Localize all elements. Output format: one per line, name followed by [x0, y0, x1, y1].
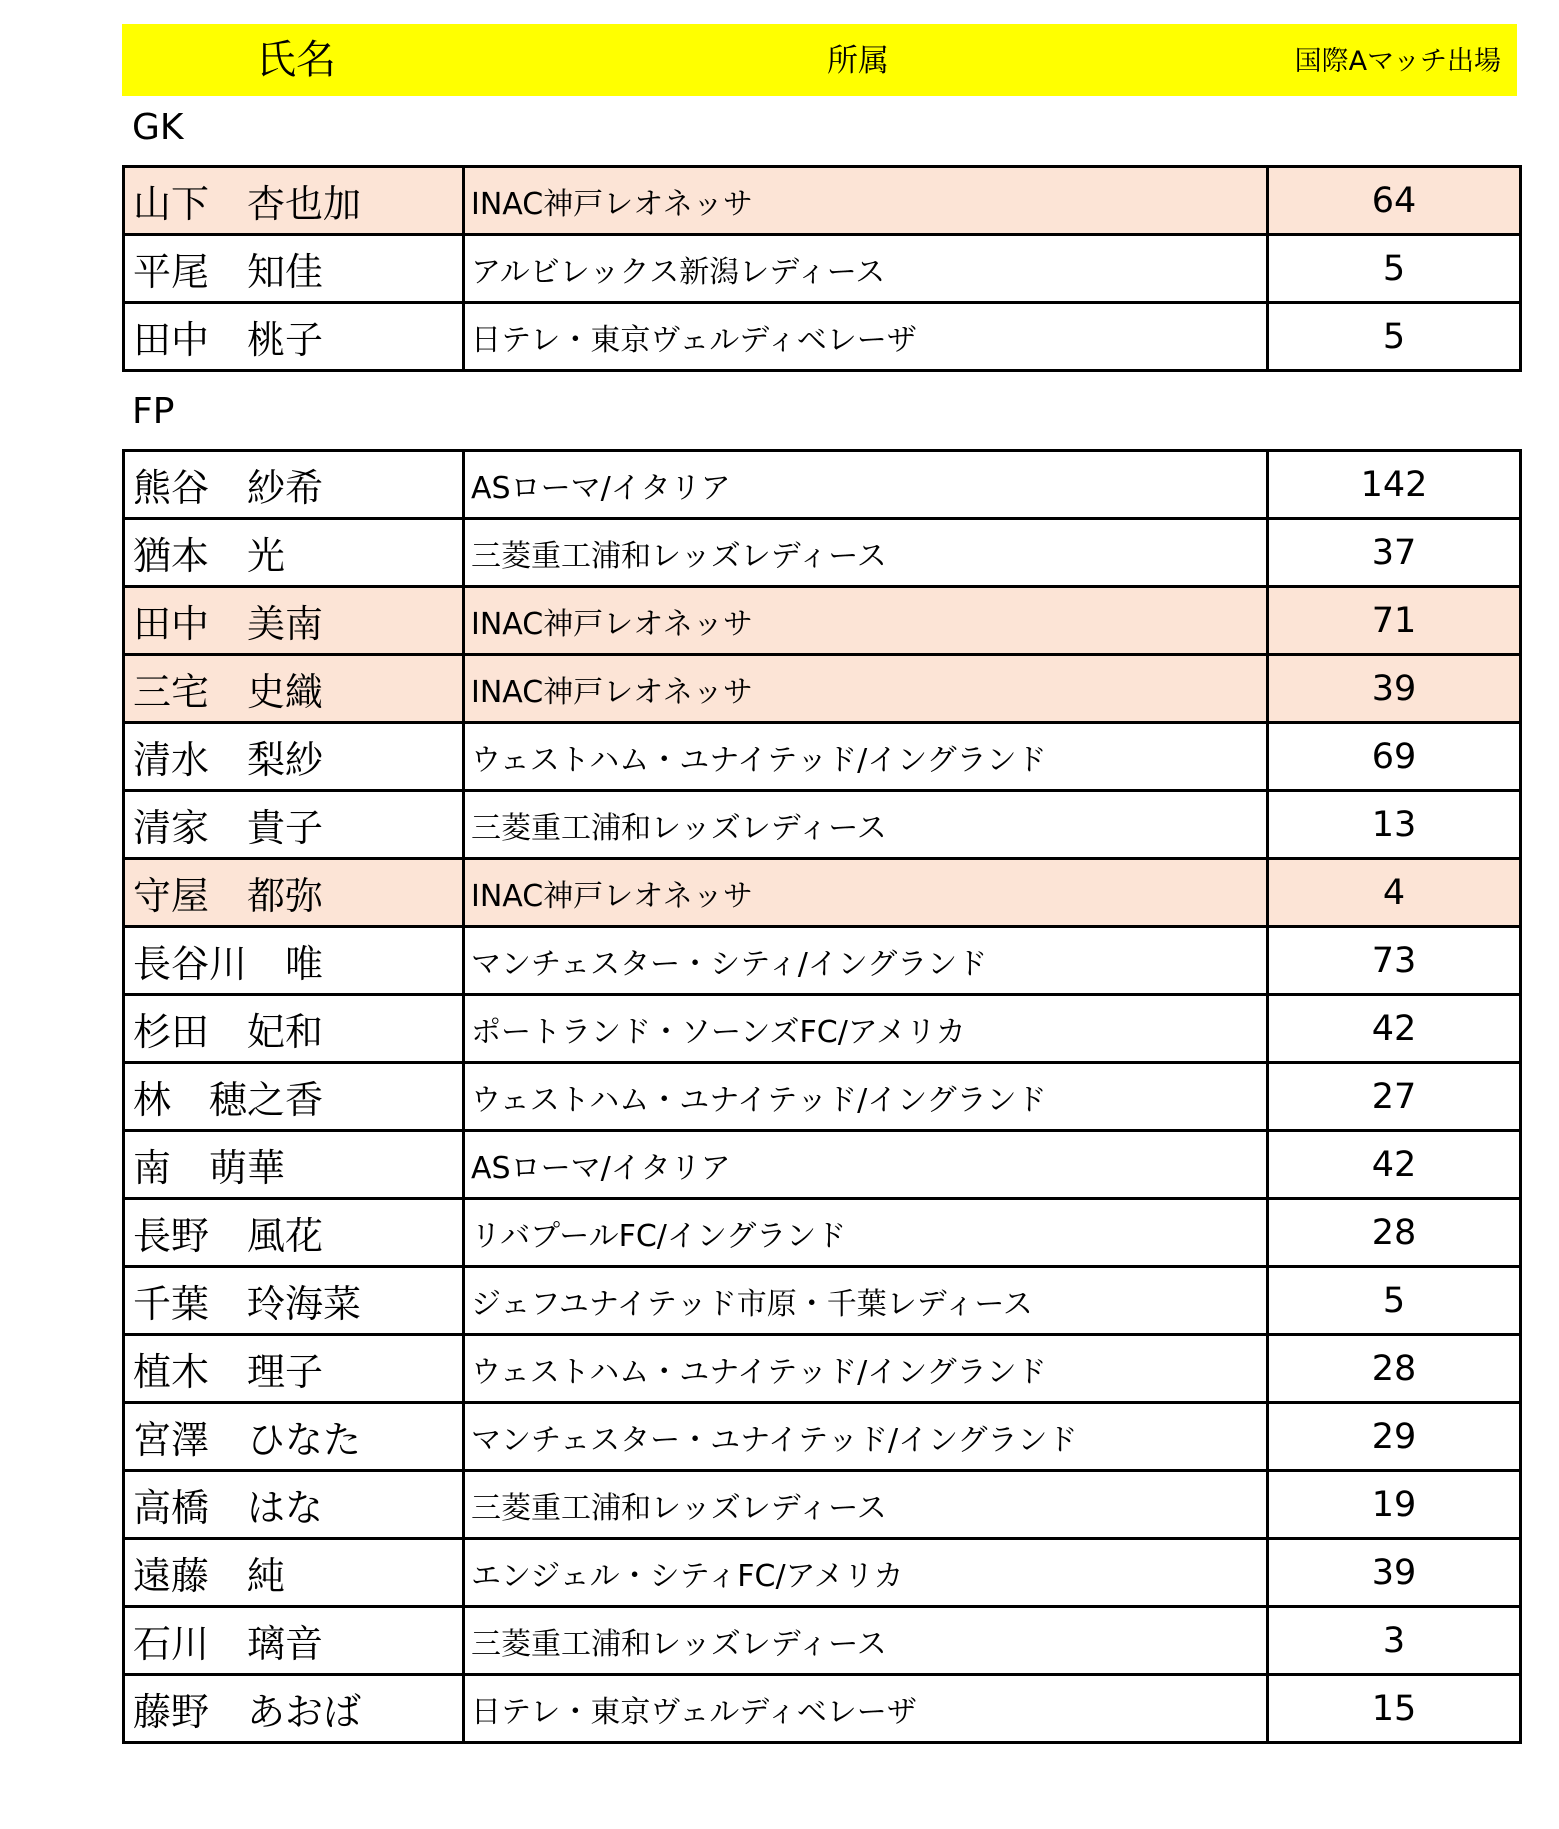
caps-cell: 28 — [1268, 1199, 1521, 1267]
player-name-cell: 石川 璃音 — [124, 1607, 464, 1675]
caps-cell: 3 — [1268, 1607, 1521, 1675]
club-cell: INAC神戸レオネッサ — [464, 655, 1268, 723]
club-cell: マンチェスター・ユナイテッド/イングランド — [464, 1403, 1268, 1471]
table-row — [124, 235, 1521, 303]
club-cell: 日テレ・東京ヴェルディベレーザ — [464, 1675, 1268, 1743]
club-cell: マンチェスター・シティ/イングランド — [464, 927, 1268, 995]
table-row — [124, 655, 1521, 723]
player-name-cell: 熊谷 紗希 — [124, 451, 464, 519]
table-row — [124, 1131, 1521, 1199]
table-row — [124, 927, 1521, 995]
table-row — [124, 1335, 1521, 1403]
player-name-cell: 遠藤 純 — [124, 1539, 464, 1607]
player-name-cell: 杉田 妃和 — [124, 995, 464, 1063]
caps-cell: 5 — [1268, 1267, 1521, 1335]
player-name-cell: 三宅 史織 — [124, 655, 464, 723]
caps-cell: 19 — [1268, 1471, 1521, 1539]
caps-cell: 5 — [1268, 235, 1521, 303]
player-name-cell: 田中 美南 — [124, 587, 464, 655]
table-row — [124, 1199, 1521, 1267]
header-club-column: 所属 — [827, 43, 889, 79]
caps-cell: 142 — [1268, 451, 1521, 519]
table-row — [124, 723, 1521, 791]
club-cell: ASローマ/イタリア — [464, 1131, 1268, 1199]
player-name-cell: 守屋 都弥 — [124, 859, 464, 927]
caps-cell: 5 — [1268, 303, 1521, 371]
gk-table — [122, 165, 1522, 372]
player-name-cell: 平尾 知佳 — [124, 235, 464, 303]
section-label-fp: FP — [132, 391, 175, 432]
club-cell: INAC神戸レオネッサ — [464, 587, 1268, 655]
player-name-cell: 高橋 はな — [124, 1471, 464, 1539]
club-cell: 三菱重工浦和レッズレディース — [464, 519, 1268, 587]
caps-cell: 42 — [1268, 995, 1521, 1063]
caps-cell: 4 — [1268, 859, 1521, 927]
player-name-cell: 宮澤 ひなた — [124, 1403, 464, 1471]
club-cell: 三菱重工浦和レッズレディース — [464, 1471, 1268, 1539]
club-cell: ASローマ/イタリア — [464, 451, 1268, 519]
table-row — [124, 519, 1521, 587]
table-row — [124, 587, 1521, 655]
caps-cell: 71 — [1268, 587, 1521, 655]
header-caps-column: 国際Aマッチ出場 — [1294, 46, 1501, 77]
caps-cell: 39 — [1268, 655, 1521, 723]
player-name-cell: 長谷川 唯 — [124, 927, 464, 995]
section-label-gk: GK — [132, 107, 184, 148]
caps-cell: 64 — [1268, 167, 1521, 235]
club-cell: リバプールFC/イングランド — [464, 1199, 1268, 1267]
club-cell: ジェフユナイテッド市原・千葉レディース — [464, 1267, 1268, 1335]
player-name-cell: 植木 理子 — [124, 1335, 464, 1403]
caps-cell: 39 — [1268, 1539, 1521, 1607]
club-cell: 三菱重工浦和レッズレディース — [464, 791, 1268, 859]
player-name-cell: 藤野 あおば — [124, 1675, 464, 1743]
table-row — [124, 451, 1521, 519]
table-row — [124, 1267, 1521, 1335]
header-name-column: 氏名 — [256, 37, 336, 83]
player-name-cell: 田中 桃子 — [124, 303, 464, 371]
caps-cell: 28 — [1268, 1335, 1521, 1403]
table-row — [124, 1063, 1521, 1131]
caps-cell: 27 — [1268, 1063, 1521, 1131]
player-name-cell: 千葉 玲海菜 — [124, 1267, 464, 1335]
table-row — [124, 303, 1521, 371]
club-cell: ポートランド・ソーンズFC/アメリカ — [464, 995, 1268, 1063]
caps-cell: 69 — [1268, 723, 1521, 791]
table-row — [124, 1539, 1521, 1607]
table-row — [124, 1675, 1521, 1743]
player-name-cell: 長野 風花 — [124, 1199, 464, 1267]
club-cell: ウェストハム・ユナイテッド/イングランド — [464, 1063, 1268, 1131]
table-row — [124, 1471, 1521, 1539]
club-cell: 三菱重工浦和レッズレディース — [464, 1607, 1268, 1675]
table-header — [122, 24, 1517, 96]
caps-cell: 29 — [1268, 1403, 1521, 1471]
caps-cell: 42 — [1268, 1131, 1521, 1199]
caps-cell: 15 — [1268, 1675, 1521, 1743]
table-row — [124, 1607, 1521, 1675]
caps-cell: 13 — [1268, 791, 1521, 859]
player-name-cell: 清水 梨紗 — [124, 723, 464, 791]
player-name-cell: 猶本 光 — [124, 519, 464, 587]
player-name-cell: 林 穂之香 — [124, 1063, 464, 1131]
player-name-cell: 南 萌華 — [124, 1131, 464, 1199]
club-cell: INAC神戸レオネッサ — [464, 859, 1268, 927]
table-row — [124, 791, 1521, 859]
player-name-cell: 山下 杏也加 — [124, 167, 464, 235]
table-row — [124, 995, 1521, 1063]
table-row — [124, 167, 1521, 235]
caps-cell: 73 — [1268, 927, 1521, 995]
club-cell: アルビレックス新潟レディース — [464, 235, 1268, 303]
fp-table — [122, 449, 1522, 1744]
club-cell: ウェストハム・ユナイテッド/イングランド — [464, 723, 1268, 791]
club-cell: INAC神戸レオネッサ — [464, 167, 1268, 235]
club-cell: ウェストハム・ユナイテッド/イングランド — [464, 1335, 1268, 1403]
club-cell: 日テレ・東京ヴェルディベレーザ — [464, 303, 1268, 371]
player-name-cell: 清家 貴子 — [124, 791, 464, 859]
table-row — [124, 1403, 1521, 1471]
caps-cell: 37 — [1268, 519, 1521, 587]
club-cell: エンジェル・シティFC/アメリカ — [464, 1539, 1268, 1607]
table-row — [124, 859, 1521, 927]
